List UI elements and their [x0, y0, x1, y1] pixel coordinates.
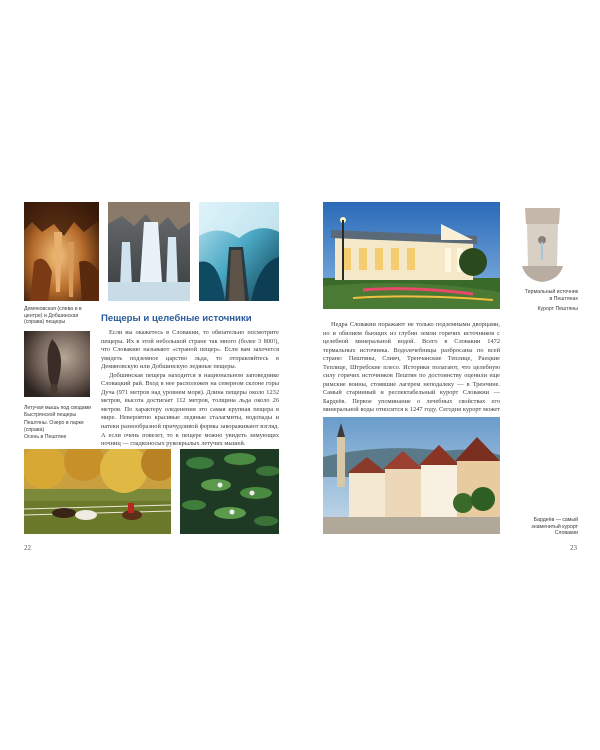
caption-fountain-text: Термальный источник в Пештянах [524, 289, 578, 302]
photo-bardejov [323, 417, 500, 534]
paragraph-1: Если вы окажетесь в Словакии, то обязательно посмотрите пещеры. Их в этой небольшой стране так много (более 3 800!), что Словакию называют «страной пещер». Если вам захочется увидеть подземное царство льда, то отправляйтесь в Демяновскую или Добшинскую ледяные пещеры. [101, 329, 279, 371]
caption-bat-text: Летучая мышь под сводами Быстрянской пещеры [24, 405, 92, 418]
page-number-left: 22 [24, 544, 31, 552]
photo-ice-cave-center [108, 202, 190, 301]
photo-piestany-spa [323, 202, 500, 309]
caption-bat [24, 405, 104, 441]
left-body-text [101, 329, 279, 449]
caption-caves: Демяновская (слева и в центре) и Добшинская (справа) пещеры [24, 306, 82, 326]
caption-lake-text: Пештяны. Озеро в парке (справа) [24, 420, 84, 433]
photo-dobsinska-ice-cave [199, 202, 279, 301]
caption-fountain [522, 289, 578, 313]
caption-autumn-text: Осень в Пештяне [24, 434, 67, 441]
paragraph-2: Добшинская пещера находится в национальном заповеднике Словацкий рай. Вход в нее расположен на северном склоне горы Дуча (971 метров над уровнем моря). Длина пещеры около 1232 метров, высота достигает 112 метров, толщина льда около 26 метров. По характеру оледенения это самая крупная пещера в мире. Невероятно красивые ледяные сталагмиты, водопады и натеки разнообразной причудливой формы завораживают взгляд. А если очень повезет, то в пещере можно увидеть зимующих ночниц — гладконосых рукокрылых летучих мышей. [101, 371, 279, 448]
photo-thermal-fountain [519, 204, 566, 286]
paragraph-right: Недра Словакии поражают не только подземными дворцами, но и обилием бьющих из глубин земли горячих источников с целебной минеральной водой. Всего в Словакии 1472 термальных источника. Водолечебницы разбросаны по всей стране: Пештяны, Слияч, Тренчанские Теплице, Раецкие Теплице, Штребские плесо. Историки полагают, что целебную силу горячих источников Пештян по достоинству оценили еще римские воины, стоявшие лагерем неподалеку — в Тренчине. Самый старинный и респектабельный курорт Словакии — Бардеёв. Первое упоминание о лечебных свойствах его минеральной воды относится к 1247 году. Сегодня курорт может [323, 321, 500, 414]
photo-lake-lilies [180, 449, 279, 534]
photo-bat [24, 331, 90, 397]
caption-resort-text: Курорт Пештяны [537, 306, 578, 313]
caption-bardejov: Бардеёв — самый знаменитый курорт Словакии [531, 517, 578, 537]
section-heading: Пещеры и целебные источники [101, 313, 252, 324]
photo-demanovska-cave [24, 202, 99, 301]
photo-autumn-horses [24, 449, 171, 534]
right-body-text [323, 321, 500, 432]
page-number-right: 23 [570, 544, 577, 552]
